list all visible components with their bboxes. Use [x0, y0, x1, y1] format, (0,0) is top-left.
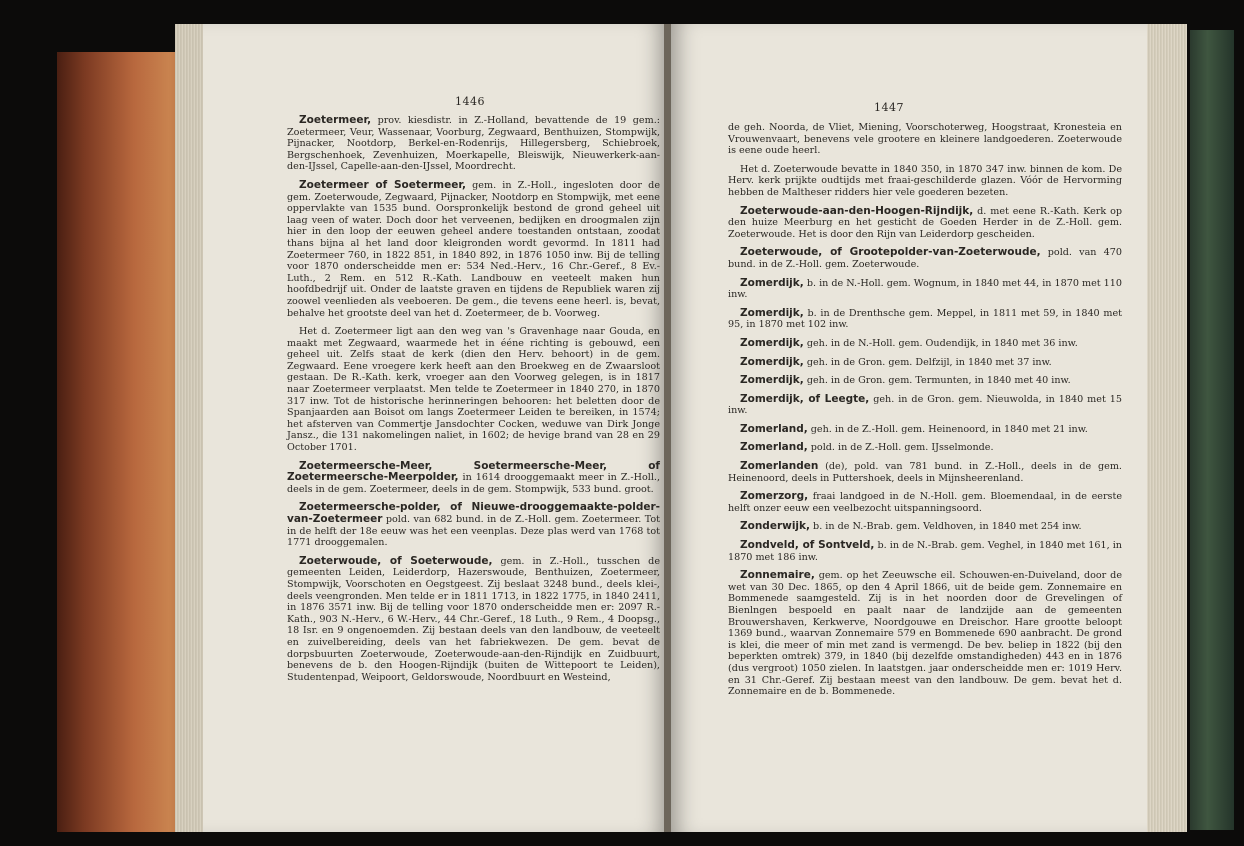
entry-text: pold. van 470 bund. in de Z.-Holl. gem. Zoeterwoude.: [728, 247, 1122, 270]
dictionary-entry: [287, 502, 660, 548]
book-cover-right: [1190, 30, 1234, 830]
entry-headword: Zoeterwoude, of Soeterwoude,: [299, 554, 493, 567]
dictionary-entry: [728, 540, 1122, 563]
page-edges-right: [1143, 24, 1187, 832]
entry-headword: Zomerzorg,: [740, 490, 809, 503]
dictionary-entry: [287, 461, 660, 496]
entry-headword: Zondveld, of Sontveld,: [740, 539, 875, 552]
dictionary-entry: [728, 206, 1122, 241]
entry-text: Het d. Zoeterwoude bevatte in 1840 350, in 1870 347 inw. binnen de kom. De Herv. kerk prijkte oudtijds met fraai-geschilderde glazen. Vóór de Hervorming hebben de Maltheser ridders hier vele goederen bezeten.: [728, 163, 1122, 198]
entry-text: geh. in de Z.-Holl. gem. Heinenoord, in 1840 met 21 inw.: [807, 423, 1088, 435]
dictionary-entry: [728, 461, 1122, 484]
entry-text: geh. in de Gron. gem. Nieuwolda, in 1840 met 15 inw.: [728, 393, 1122, 417]
entry-headword: Zomerdijk,: [740, 374, 804, 387]
entry-text: pold. in de Z.-Holl. gem. IJsselmonde.: [807, 442, 994, 454]
entry-text: gem. in Z.-Holl., ingesloten door de gem. Zoeterwoude, Zegwaard, Pijnacker, Nootdorp en Stompwijk, met eene oppervlakte van 1535 bund. Oorspronkelijk bestond de grond geheel uit laag veen of water. Doch door het verveenen, bedijken en droogmalen zijn hier in den loop der eeuwen geheel andere toestanden ontstaan, zoodat thans bijna al het land door kleigronden wordt gevormd. In 1811 had Zoetermeer 760, in 1822 851, in 1840 892, in 1876 1050 inw. Bij de telling voor 1870 onderscheidde men er: 534 Ned.-Herv., 16 Chr.-Geref., 8 Ev.-Luth., 2 Rem. en 512 R.-Kath. Landbouw en veeteelt maken hun hoofdbedrijf uit. Onder de laatste graven en tijdens de Republiek waren zij zoowel veenlieden als veeboeren. De gem., die tevens eene heerl. is, bevat, behalve het grootste deel van het d. Zoetermeer, de b. Voorweg.: [287, 179, 660, 319]
entry-headword: Zomerlanden: [740, 460, 819, 473]
dictionary-entry: [287, 180, 660, 319]
entry-text: geh. in de Gron. gem. Delfzijl, in 1840 met 37 inw.: [803, 356, 1052, 368]
dictionary-entry: [728, 394, 1122, 417]
dictionary-entry: [728, 491, 1122, 514]
entry-text: Het d. Zoetermeer ligt aan den weg van 's Gravenhage naar Gouda, en maakt met Zegwaard, waarmede het in ééne richting is gebouwd, een geheel uit. Zelfs staat de kerk (dien den Herv. behoort) in de gem. Zegwaard. Eene vroegere kerk heeft aan den Broekweg en de Zwaarsloot gestaan. De R.-Kath. kerk, vroeger aan den Voorweg gelegen, is in 1817 naar Zoetermeer verplaatst. Men telde te Zoetermeer in 1840 270, in 1870 317 inw. Tot de historische herinneringen behooren: het beletten door de Spanjaarden aan Boisot om langs Zoetermeer Leiden te bereiken, in 1574; het afsterven van Commertje Jansdochter Cocken, weduwe van Dirk Jonge Jansz., die 131 nakomelingen naliet, in 1602; de hevige brand van 28 en 29 October 1701.: [287, 326, 660, 454]
text-column: [287, 115, 660, 690]
entry-text: geh. in de N.-Holl. gem. Oudendijk, in 1840 met 36 inw.: [803, 337, 1078, 349]
dictionary-entry: [728, 247, 1122, 270]
entry-text: gem. in Z.-Holl., tusschen de gemeenten Leiden, Leiderdorp, Hazerswoude, Benthuizen, Zoetermeer, Stompwijk, Voorschoten en Oegstgeest. Zij beslaat 3248 bund., deels klei-, deels veengronden. Men telde er in 1811 1713, in 1822 1775, in 1840 2411, in 1876 3571 inw. Bij de telling voor 1870 onderscheidde men er: 2097 R.-Kath., 903 N.-Herv., 6 W.-Herv., 44 Chr.-Geref., 18 Luth., 9 Rem., 4 Doopsg., 18 Isr. en 9 ongenoemden. Zij bestaan deels van den landbouw, de veeteelt en zuivelbereiding, deels van het fabriekwezen. De gem. bevat de dorpsbuurten Zoeterwoude, Zoeterwoude-aan-den-Rijndijk en Zuidbuurt, benevens de b. den Hoogen-Rijndijk (buiten de Wittepoort te Leiden), Studentenpad, Weipoort, Geldorswoude, Noordbuurt en Westeind,: [287, 555, 660, 683]
page-number: 1446: [455, 95, 485, 108]
dictionary-entry: [728, 357, 1122, 369]
entry-text: b. in de N.-Brab. gem. Veghel, in 1840 met 161, in 1870 met 186 inw.: [728, 540, 1122, 563]
entry-headword: Zomerdijk,: [740, 355, 804, 368]
entry-headword: Zonderwijk,: [740, 520, 810, 533]
dictionary-entry: [728, 308, 1122, 331]
entry-headword: Zomerland,: [740, 441, 808, 454]
entry-text: b. in de N.-Holl. gem. Wognum, in 1840 met 44, in 1870 met 110 inw.: [728, 277, 1122, 301]
entry-headword: Zoeterwoude, of Grootepolder-van-Zoeterwoude,: [740, 246, 1041, 259]
dictionary-entry: [728, 122, 1122, 157]
dictionary-entry: [728, 570, 1122, 698]
entry-headword: Zomerdijk,: [740, 306, 804, 319]
entry-headword: Zonnemaire,: [740, 569, 815, 582]
entry-text: (de), pold. van 781 bund. in Z.-Holl., deels in de gem. Heinenoord, deels in Puttershoek, deels in Mijnsheerenland.: [728, 461, 1122, 484]
dictionary-entry: [728, 424, 1122, 436]
entry-headword: Zomerdijk, of Leegte,: [740, 392, 870, 405]
entry-text: prov. kiesdistr. in Z.-Holland, bevattende de 19 gem.: Zoetermeer, Veur, Wassenaar, Voorburg, Zegwaard, Benthuizen, Stompwijk, Pijnacker, Nootdorp, Berkel-en-Rodenrijs, Hillegersberg, Schiebroek, Bergschenhoek, Zevenhuizen, Moerkapelle, Bleiswijk, Nieuwerkerk-aan-den-IJssel, Capelle-aan-den-IJssel, Moordrecht.: [287, 115, 660, 173]
dictionary-entry: [728, 278, 1122, 301]
entry-text: geh. in de Gron. gem. Termunten, in 1840 met 40 inw.: [803, 375, 1071, 387]
entry-text: de geh. Noorda, de Vliet, Miening, Voorschoterweg, Hoogstraat, Kronesteia en Vrouwenvaart, benevens vele grootere en kleinere landgoederen. Zoeterwoude is eene oude heerl.: [728, 122, 1122, 157]
right-page: [671, 24, 1147, 832]
dictionary-entry: [728, 164, 1122, 199]
entry-headword: Zomerdijk,: [740, 276, 804, 289]
dictionary-entry: [287, 556, 660, 684]
entry-text: gem. op het Zeeuwsche eil. Schouwen-en-Duiveland, door de wet van 30 Dec. 1865, op den 4 April 1866, uit de beide gem. Zonnemaire en Bommenede saamgesteld. Zij is in het noorden door de Grevelingen of Bienlngen bespoeld en paalt naar de landzijde aan de gemeenten Brouwershaven, Kerkwerve, Noordgouwe en Dreischor. Hare grootte beloopt 1369 bund., waarvan Zonnemaire 579 en Bommenede 690 aanbracht. De grond is klei, die meer of min met zand is vermengd. De bev. beliep in 1822 (bij den beperkten omtrek) 379, in 1840 (bij dezelfde omstandigheden) 443 en in 1876 (dus vergroot) 1050 zielen. In laatstgen. jaar onderscheidde men er: 1019 Herv. en 31 Chr.-Geref. Zij bestaan meest van den landbouw. De gem. bevat het d. Zonnemaire en de b. Bommenede.: [728, 570, 1122, 698]
dictionary-entry: [728, 375, 1122, 387]
page-number: 1447: [874, 101, 904, 114]
dictionary-entry: [728, 521, 1122, 533]
entry-headword: Zoetermeersche-Meer, Soetermeersche-Meer, of Zoetermeersche-Meerpolder,: [287, 459, 660, 484]
left-page: [203, 24, 666, 832]
entry-text: b. in de N.-Brab. gem. Veldhoven, in 1840 met 254 inw.: [810, 521, 1082, 533]
entry-text: d. met eene R.-Kath. Kerk op den huize Meerburg en het gesticht de Goeden Herder in de Z.-Holl. gem. Zoeterwoude. Het is door den Rijn van Leiderdorp gescheiden.: [728, 205, 1122, 240]
entry-text: b. in de Drenthsche gem. Meppel, in 1811 met 59, in 1840 met 95, in 1870 met 102 inw.: [728, 307, 1122, 331]
entry-text: pold. van 682 bund. in de Z.-Holl. gem. Zoetermeer. Tot in de helft der 18e eeuw was het een veenplas. Deze plas werd van 1768 tot 1771 drooggemalen.: [287, 514, 660, 549]
entry-headword: Zoeterwoude-aan-den-Hoogen-Rijndijk,: [740, 204, 974, 217]
dictionary-entry: [287, 115, 660, 173]
entry-headword: Zomerdijk,: [740, 336, 804, 349]
entry-headword: Zomerland,: [740, 422, 808, 435]
text-column: [728, 122, 1122, 705]
entry-headword: Zoetermeer of Soetermeer,: [299, 178, 466, 191]
entry-headword: Zoetermeer,: [299, 114, 372, 126]
dictionary-entry: [728, 338, 1122, 350]
dictionary-entry: [728, 442, 1122, 454]
entry-text: fraai landgoed in de N.-Holl. gem. Bloemendaal, in de eerste helft onzer eeuw een veelbezocht uitspanningsoord.: [728, 491, 1122, 514]
entry-text: in 1614 drooggemaakt meer in Z.-Holl., deels in de gem. Zoetermeer, deels in de gem. Stompwijk, 533 bund. groot.: [287, 472, 660, 495]
entry-headword: Zoetermeersche-polder, of Nieuwe-drooggemaakte-polder-van-Zoetermeer: [287, 501, 660, 525]
dictionary-entry: [287, 326, 660, 454]
